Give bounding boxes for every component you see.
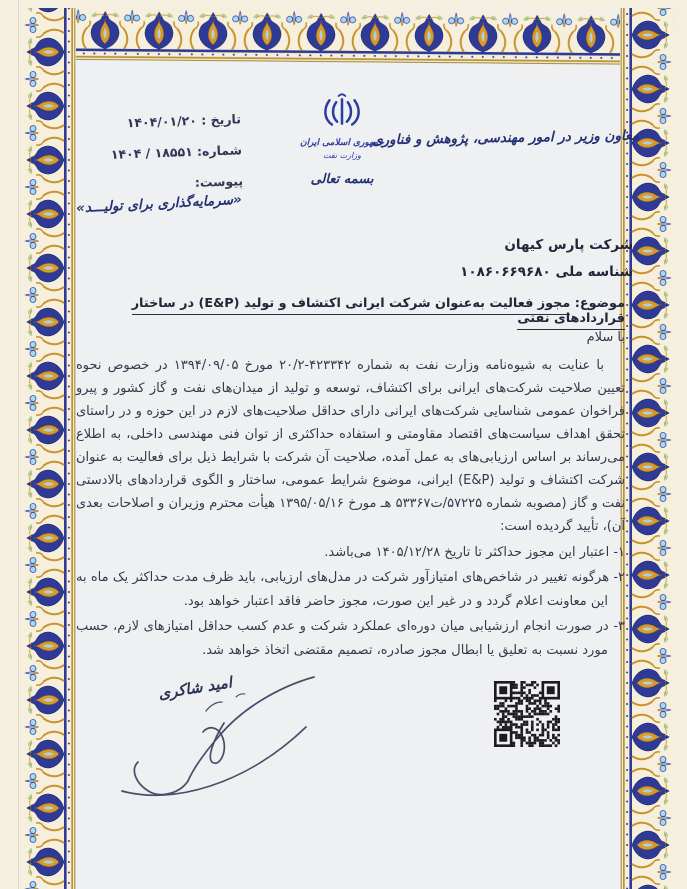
- scan-margin-left: [0, 0, 26, 889]
- recipient-national-id: شناسه ملی ۱۰۸۶۰۶۶۹۶۸۰: [460, 264, 633, 280]
- greeting: با سلام: [586, 330, 625, 345]
- government-name: جمهوری اسلامی ایران: [299, 138, 385, 148]
- subject-text: مجوز فعالیت به‌عنوان شرکت ایرانی اکتشاف و تولید (E&P) در ساختار قراردادهای نفتی: [132, 296, 625, 330]
- bismillah-text: بسمه تعالی: [310, 172, 374, 187]
- signature-area: [76, 669, 625, 859]
- condition-item-3: ۳- در صورت انجام ارزشیابی میان دوره‌ای عملکرد شرکت و عدم کسب حداقل امتیازهای لازم، حسب مورد نسبت به تعلیق یا ابطال مجوز صادره، تصمیم مقتضی اتخاذ خواهد شد.: [76, 619, 625, 658]
- ornate-border-top: [24, 8, 672, 66]
- year-slogan: «سرمایه‌گذاری برای تولیـــد»: [75, 191, 243, 217]
- iran-emblem-icon: [313, 90, 371, 132]
- scan-margin-right: [670, 0, 687, 889]
- subject-label: موضوع:: [574, 296, 625, 311]
- attachment-label: پیوست:: [194, 173, 244, 190]
- date-value: ۱۴۰۴/۰۱/۲۰: [126, 112, 198, 131]
- subject-line: [72, 296, 625, 326]
- qr-code: [494, 681, 560, 747]
- letter-meta-block: [84, 103, 243, 201]
- number-value: ۱۴۰۴ / ۱۸۵۵۱: [110, 144, 193, 162]
- number-label: شماره:: [196, 142, 243, 159]
- condition-item-1: ۱- اعتبار این مجوز حداکثر تا تاریخ ۱۴۰۵/۱۲/۲۸ می‌باشد.: [324, 545, 625, 560]
- conditions-list: [76, 541, 625, 663]
- ministry-name: وزارت نفت: [322, 151, 361, 160]
- department-title: معاون وزیر در امور مهندسی، پژوهش و فناوری: [372, 127, 640, 149]
- ornate-border-left: [24, 8, 76, 889]
- body-paragraph: با عنایت به شیوه‌نامه وزارت نفت به شماره ⁦۲۰/۲-۴۲۳۳۴۲⁩ مورخ ۱۳۹۴/۰۹/۰۵ در خصوص نحوه تعیین صلاحیت شرکت‌های ایرانی برای اکتشاف، توسعه و تولید از میدان‌های نفت و گاز کشور و پیرو فراخوان عمومی شناسایی شرکت‌های ایرانی دارای حداقل صلاحیت‌های لازم در این حوزه و در راستای تحقق اهداف سیاست‌های اقتصاد مقاومتی و استفاده حداکثری از توان فنی مهندسی داخلی، به اطلاع می‌رساند بر اساس ارزیابی‌های به عمل آمده، صلاحیت آن شرکت با شرایط ذیل برای فعالیت به عنوان شرکت اکتشاف و تولید (E&P) ایرانی، موضوع شرایط عمومی، ساختار و الگوی قراردادهای بالادستی نفت و گاز (مصوبه شماره ۵۷۲۲۵/ت۵۳۳۶۷ هـ مورخ ۱۳۹۵/۰۵/۱۶ هیأت محترم وزیران و اصلاحات بعدی آن)، تأیید گردیده است:: [76, 358, 625, 534]
- recipient-company: شرکت پارس کیهان: [504, 237, 633, 253]
- condition-item-2: ۲- هرگونه تغییر در شاخص‌های امتیازآور شرکت در مدل‌های ارزیابی، باید ظرف مدت حداکثر یک ماه به این معاونت اعلام گردد و در غیر این صورت، مجوز حاضر فاقد اعتبار خواهد بود.: [76, 570, 625, 609]
- scan-paper-edge: [18, 0, 19, 889]
- date-label: تاریخ :: [200, 111, 242, 128]
- recipient-block: [460, 232, 633, 286]
- signature-name: امید شاکری: [157, 673, 234, 703]
- letter-body: [76, 330, 625, 859]
- letter-content: [72, 80, 640, 889]
